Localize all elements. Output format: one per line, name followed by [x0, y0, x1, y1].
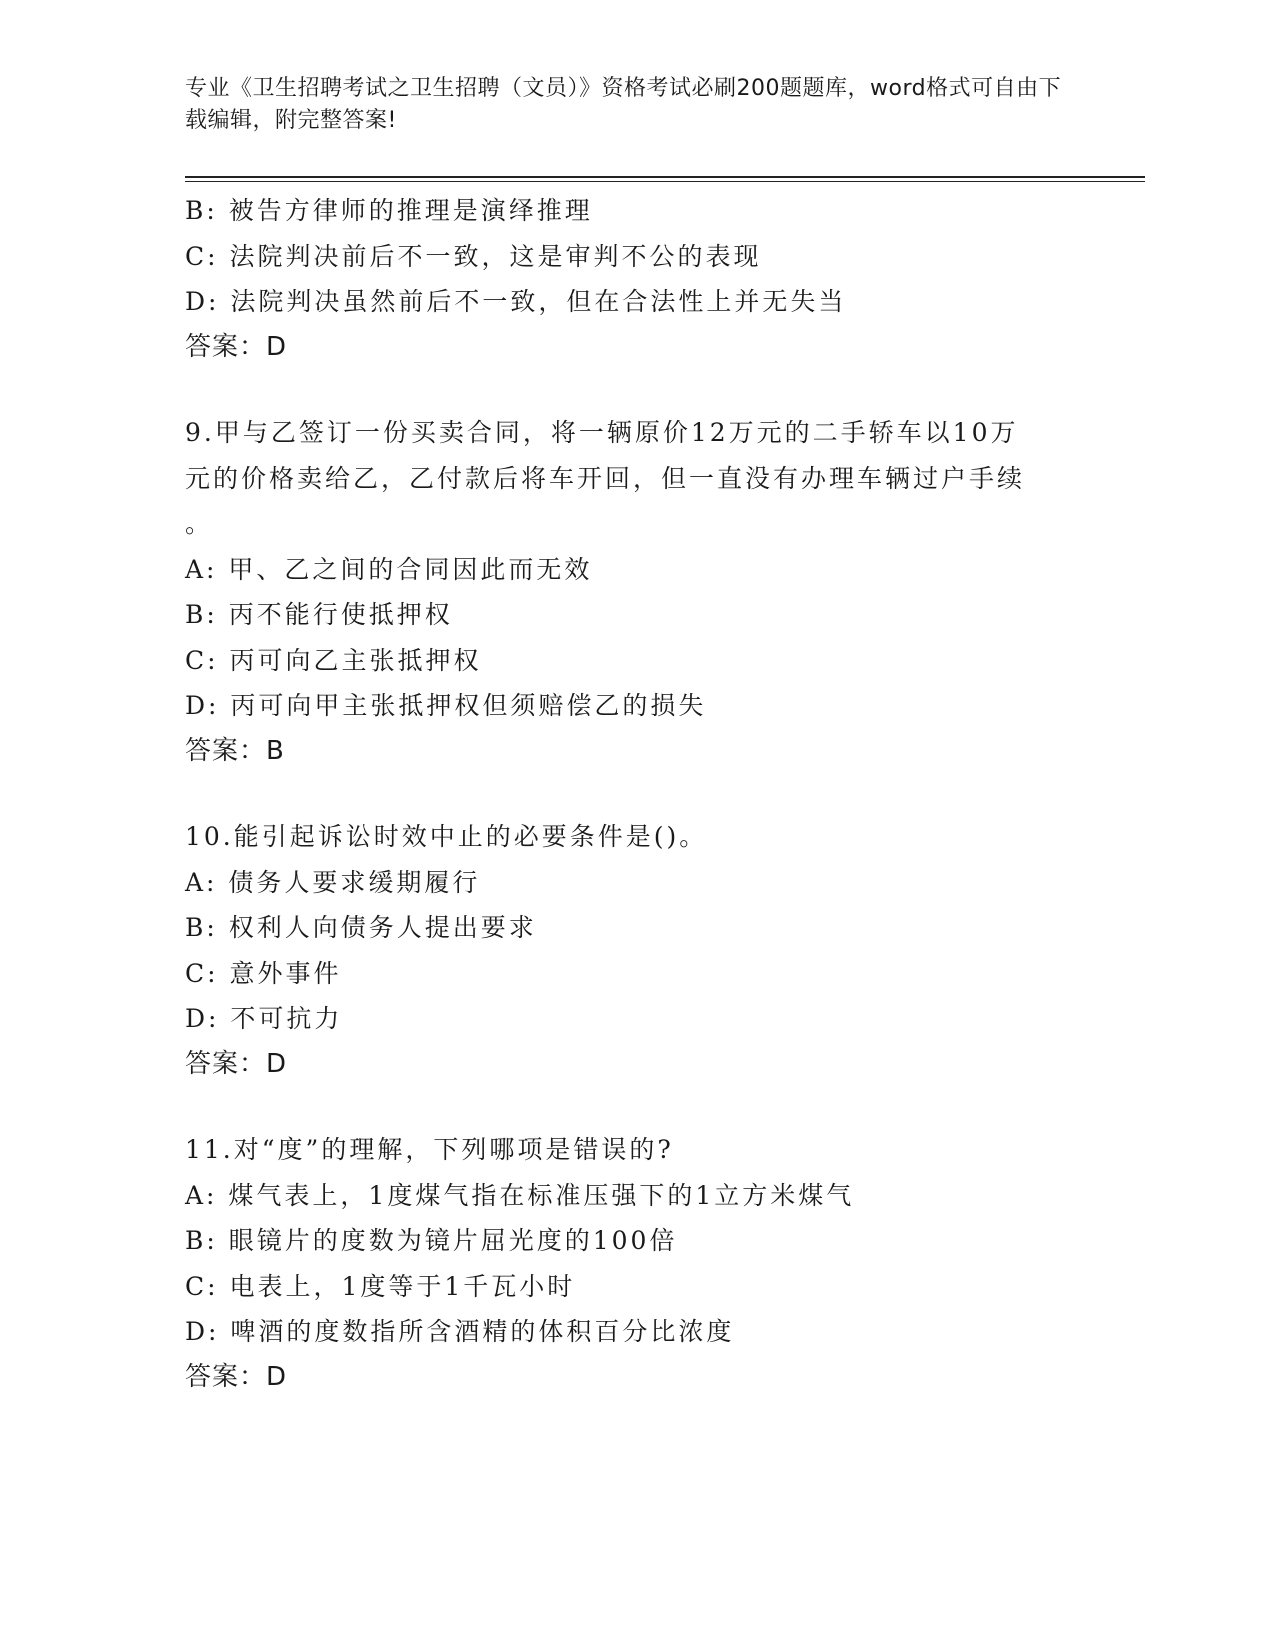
option-c: C: 意外事件	[185, 958, 342, 988]
answer: 答案：D	[185, 331, 288, 362]
answer: 答案：B	[185, 735, 285, 766]
answer: 答案：D	[185, 1361, 288, 1392]
document-header: 专业《卫生招聘考试之卫生招聘（文员）》资格考试必刷200题题库，word格式可自由下载编辑，附完整答案!	[185, 76, 1062, 133]
option-c: C: 法院判决前后不一致，这是审判不公的表现	[185, 241, 762, 271]
header-rule-thick	[185, 176, 1145, 178]
question-list	[185, 188, 1065, 1400]
option-d: D: 法院判决虽然前后不一致，但在合法性上并无失当	[185, 287, 847, 316]
option-d: D: 不可抗力	[185, 1004, 343, 1033]
option-a: A: 甲、乙之间的合同因此而无效	[185, 554, 593, 584]
option-d: D: 啤酒的度数指所含酒精的体积百分比浓度	[185, 1317, 735, 1346]
option-a: A: 煤气表上，1度煤气指在标准压强下的1立方米煤气	[185, 1180, 855, 1210]
option-b: B: 眼镜片的度数为镜片屈光度的100倍	[185, 1226, 678, 1255]
question-stem: 11.对“度”的理解，下列哪项是错误的?	[185, 1135, 674, 1164]
option-b: B: 丙不能行使抵押权	[185, 600, 453, 629]
question-stem: 9.甲与乙签订一份买卖合同，将一辆原价12万元的二手轿车以10万	[185, 418, 1019, 447]
question-stem: 元的价格卖给乙，乙付款后将车开回，但一直没有办理车辆过户手续	[185, 463, 1026, 493]
option-b: B: 被告方律师的推理是演绎推理	[185, 196, 593, 225]
question-11	[185, 1127, 1065, 1400]
header-rule-thin	[185, 181, 1145, 182]
option-d: D: 丙可向甲主张抵押权但须赔偿乙的损失	[185, 691, 707, 720]
option-a: A: 债务人要求缓期履行	[185, 867, 481, 897]
question-10	[185, 814, 1065, 1087]
option-c: C: 丙可向乙主张抵押权	[185, 645, 482, 675]
option-b: B: 权利人向债务人提出要求	[185, 913, 537, 942]
option-c: C: 电表上，1度等于1千瓦小时	[185, 1271, 576, 1301]
question-stem: 10.能引起诉讼时效中止的必要条件是()。	[185, 822, 708, 851]
question-stem: 。	[185, 509, 214, 538]
question-8	[185, 188, 1065, 370]
question-9	[185, 410, 1065, 774]
answer: 答案：D	[185, 1048, 288, 1079]
